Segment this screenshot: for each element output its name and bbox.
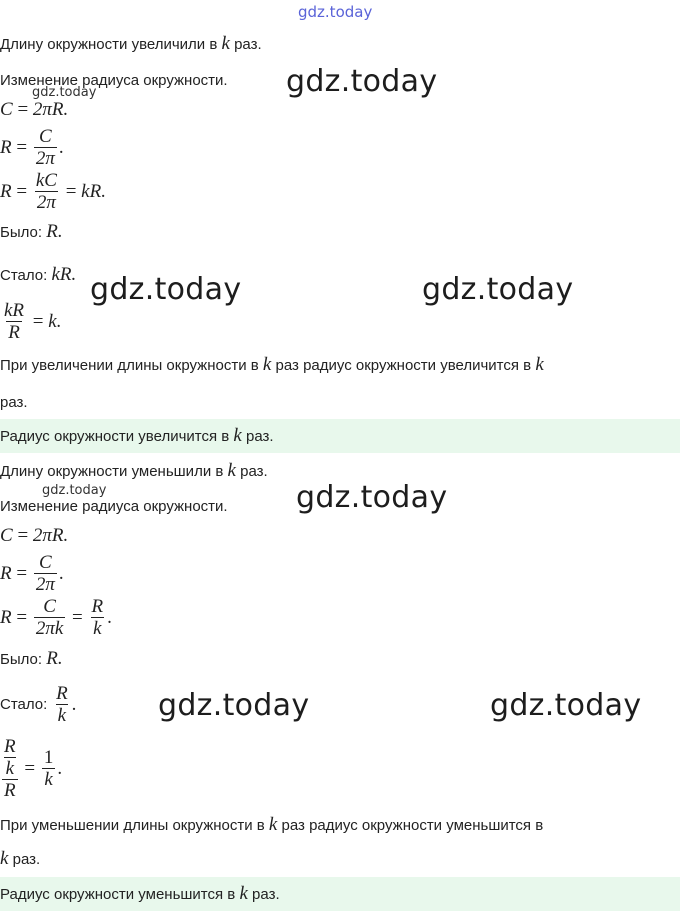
result: kR. bbox=[81, 180, 106, 202]
expr-2pir: 2πR. bbox=[32, 525, 69, 546]
raz-text: раз. bbox=[234, 36, 262, 53]
fraction bbox=[2, 736, 18, 779]
was-label: Было: bbox=[0, 224, 43, 241]
var-r: R bbox=[0, 562, 12, 584]
complex-fraction bbox=[2, 736, 18, 801]
var-r: R bbox=[0, 136, 12, 158]
part1-was bbox=[0, 222, 63, 243]
was-value: R. bbox=[46, 648, 63, 669]
fraction bbox=[34, 596, 65, 639]
numerator: 1 bbox=[43, 747, 54, 768]
watermark: gdz.today bbox=[90, 272, 242, 307]
answer-text: раз. bbox=[246, 428, 274, 445]
k-var: k bbox=[233, 425, 242, 446]
formula-radius: R = $\frac{C}{2\pi}$ . bbox=[0, 552, 64, 595]
part2-change-label: Изменение радиуса окружности. bbox=[0, 498, 228, 515]
formula-radius: R = $\frac{C}{2\pi}$ . bbox=[0, 126, 64, 169]
numerator: R bbox=[91, 596, 104, 617]
numerator: kR bbox=[4, 300, 25, 321]
fraction bbox=[54, 683, 70, 726]
watermark-small: gdz.today bbox=[32, 85, 97, 100]
watermark-top: gdz.today bbox=[298, 3, 373, 21]
formula-circumference: C = 2πR. bbox=[0, 99, 69, 120]
raz-text: раз. bbox=[240, 463, 268, 480]
conclusion-text: раз радиус окружности уменьшится в bbox=[281, 817, 544, 834]
formula-ratio: $\frac{\frac{R}{k}}{R}$ = $\frac{1}{k}$ . bbox=[4, 736, 63, 801]
k-var: k bbox=[221, 33, 230, 54]
denominator: k bbox=[93, 618, 102, 639]
intro-text: Длину окружности увеличили в bbox=[0, 36, 218, 53]
numerator: C bbox=[43, 596, 56, 617]
var-c: C bbox=[0, 99, 13, 120]
numerator: kC bbox=[35, 170, 57, 191]
now-value: kR. bbox=[51, 264, 77, 285]
numerator: R bbox=[4, 736, 16, 757]
intro-text: Длину окружности уменьшили в bbox=[0, 463, 224, 480]
conclusion-text: При увеличении длины окружности в bbox=[0, 357, 259, 374]
k-var: k bbox=[535, 354, 544, 375]
part1-change-label: Изменение радиуса окружности. bbox=[0, 72, 228, 89]
conclusion-text: раз радиус окружности увеличится в bbox=[275, 357, 532, 374]
watermark: gdz.today bbox=[422, 272, 574, 307]
part1-intro bbox=[0, 34, 262, 55]
conclusion-text: При уменьшении длины окружности в bbox=[0, 817, 265, 834]
answer-text: Радиус окружности увеличится в bbox=[0, 428, 230, 445]
var-r: R bbox=[0, 180, 12, 202]
watermark-small: gdz.today bbox=[42, 483, 107, 498]
was-label: Было: bbox=[0, 651, 43, 668]
part1-conclusion-line1 bbox=[0, 355, 544, 376]
now-label: Стало: bbox=[0, 695, 48, 713]
formula-ratio: $\frac{kR}{R}$ = k. bbox=[4, 300, 62, 343]
k-var: k bbox=[227, 460, 236, 481]
k-var: k bbox=[0, 848, 9, 869]
watermark: gdz.today bbox=[490, 688, 642, 723]
denominator: 2π bbox=[35, 148, 55, 169]
numerator: C bbox=[39, 126, 52, 147]
fraction bbox=[42, 747, 56, 790]
watermark: gdz.today bbox=[286, 64, 438, 99]
denominator: k bbox=[44, 769, 53, 790]
watermark: gdz.today bbox=[296, 480, 448, 515]
denominator: 2π bbox=[36, 192, 56, 213]
fraction bbox=[34, 126, 57, 169]
formula-radius-new: R = $\frac{kC}{2\pi}$ = kR. bbox=[0, 170, 106, 213]
formula-circumference: C = 2πR. bbox=[0, 525, 69, 546]
numerator: R bbox=[56, 683, 68, 704]
fraction bbox=[34, 552, 57, 595]
denominator: 2πk bbox=[35, 618, 64, 639]
denominator: k bbox=[5, 758, 15, 779]
k-var: k bbox=[268, 814, 278, 835]
var-c: C bbox=[0, 525, 13, 546]
now-label: Стало: bbox=[0, 267, 48, 284]
fraction bbox=[34, 170, 59, 213]
denominator: 2π bbox=[35, 574, 55, 595]
result: k. bbox=[48, 310, 62, 332]
was-value: R. bbox=[46, 221, 63, 242]
watermark: gdz.today bbox=[158, 688, 310, 723]
part2-intro bbox=[0, 461, 268, 482]
k-var: k bbox=[239, 883, 248, 904]
k-var: k bbox=[262, 354, 272, 375]
formula-radius-new: R = $\frac{C}{2\pi k}$ = $\frac{R}{k}$ . bbox=[0, 596, 112, 639]
part2-conclusion-line2 bbox=[0, 849, 40, 870]
denominator: k bbox=[57, 705, 67, 726]
fraction bbox=[2, 300, 26, 343]
expr-2pir: 2πR. bbox=[32, 99, 69, 120]
part1-now bbox=[0, 265, 76, 286]
denominator: R bbox=[4, 780, 16, 801]
answer-text: Радиус окружности уменьшится в bbox=[0, 886, 236, 903]
fraction bbox=[90, 596, 106, 639]
denominator: R bbox=[8, 322, 20, 343]
conclusion-text: раз. bbox=[12, 851, 41, 868]
numerator bbox=[2, 736, 18, 779]
part2-conclusion-line1 bbox=[0, 815, 543, 836]
var-r: R bbox=[0, 606, 12, 628]
answer-text: раз. bbox=[252, 886, 280, 903]
numerator: C bbox=[39, 552, 52, 573]
part2-answer bbox=[0, 884, 280, 905]
part2-now: Стало: $\frac{R}{k}$ . bbox=[0, 683, 77, 726]
part1-conclusion-line2: раз. bbox=[0, 394, 28, 411]
part2-was bbox=[0, 649, 63, 670]
part1-answer bbox=[0, 426, 274, 447]
